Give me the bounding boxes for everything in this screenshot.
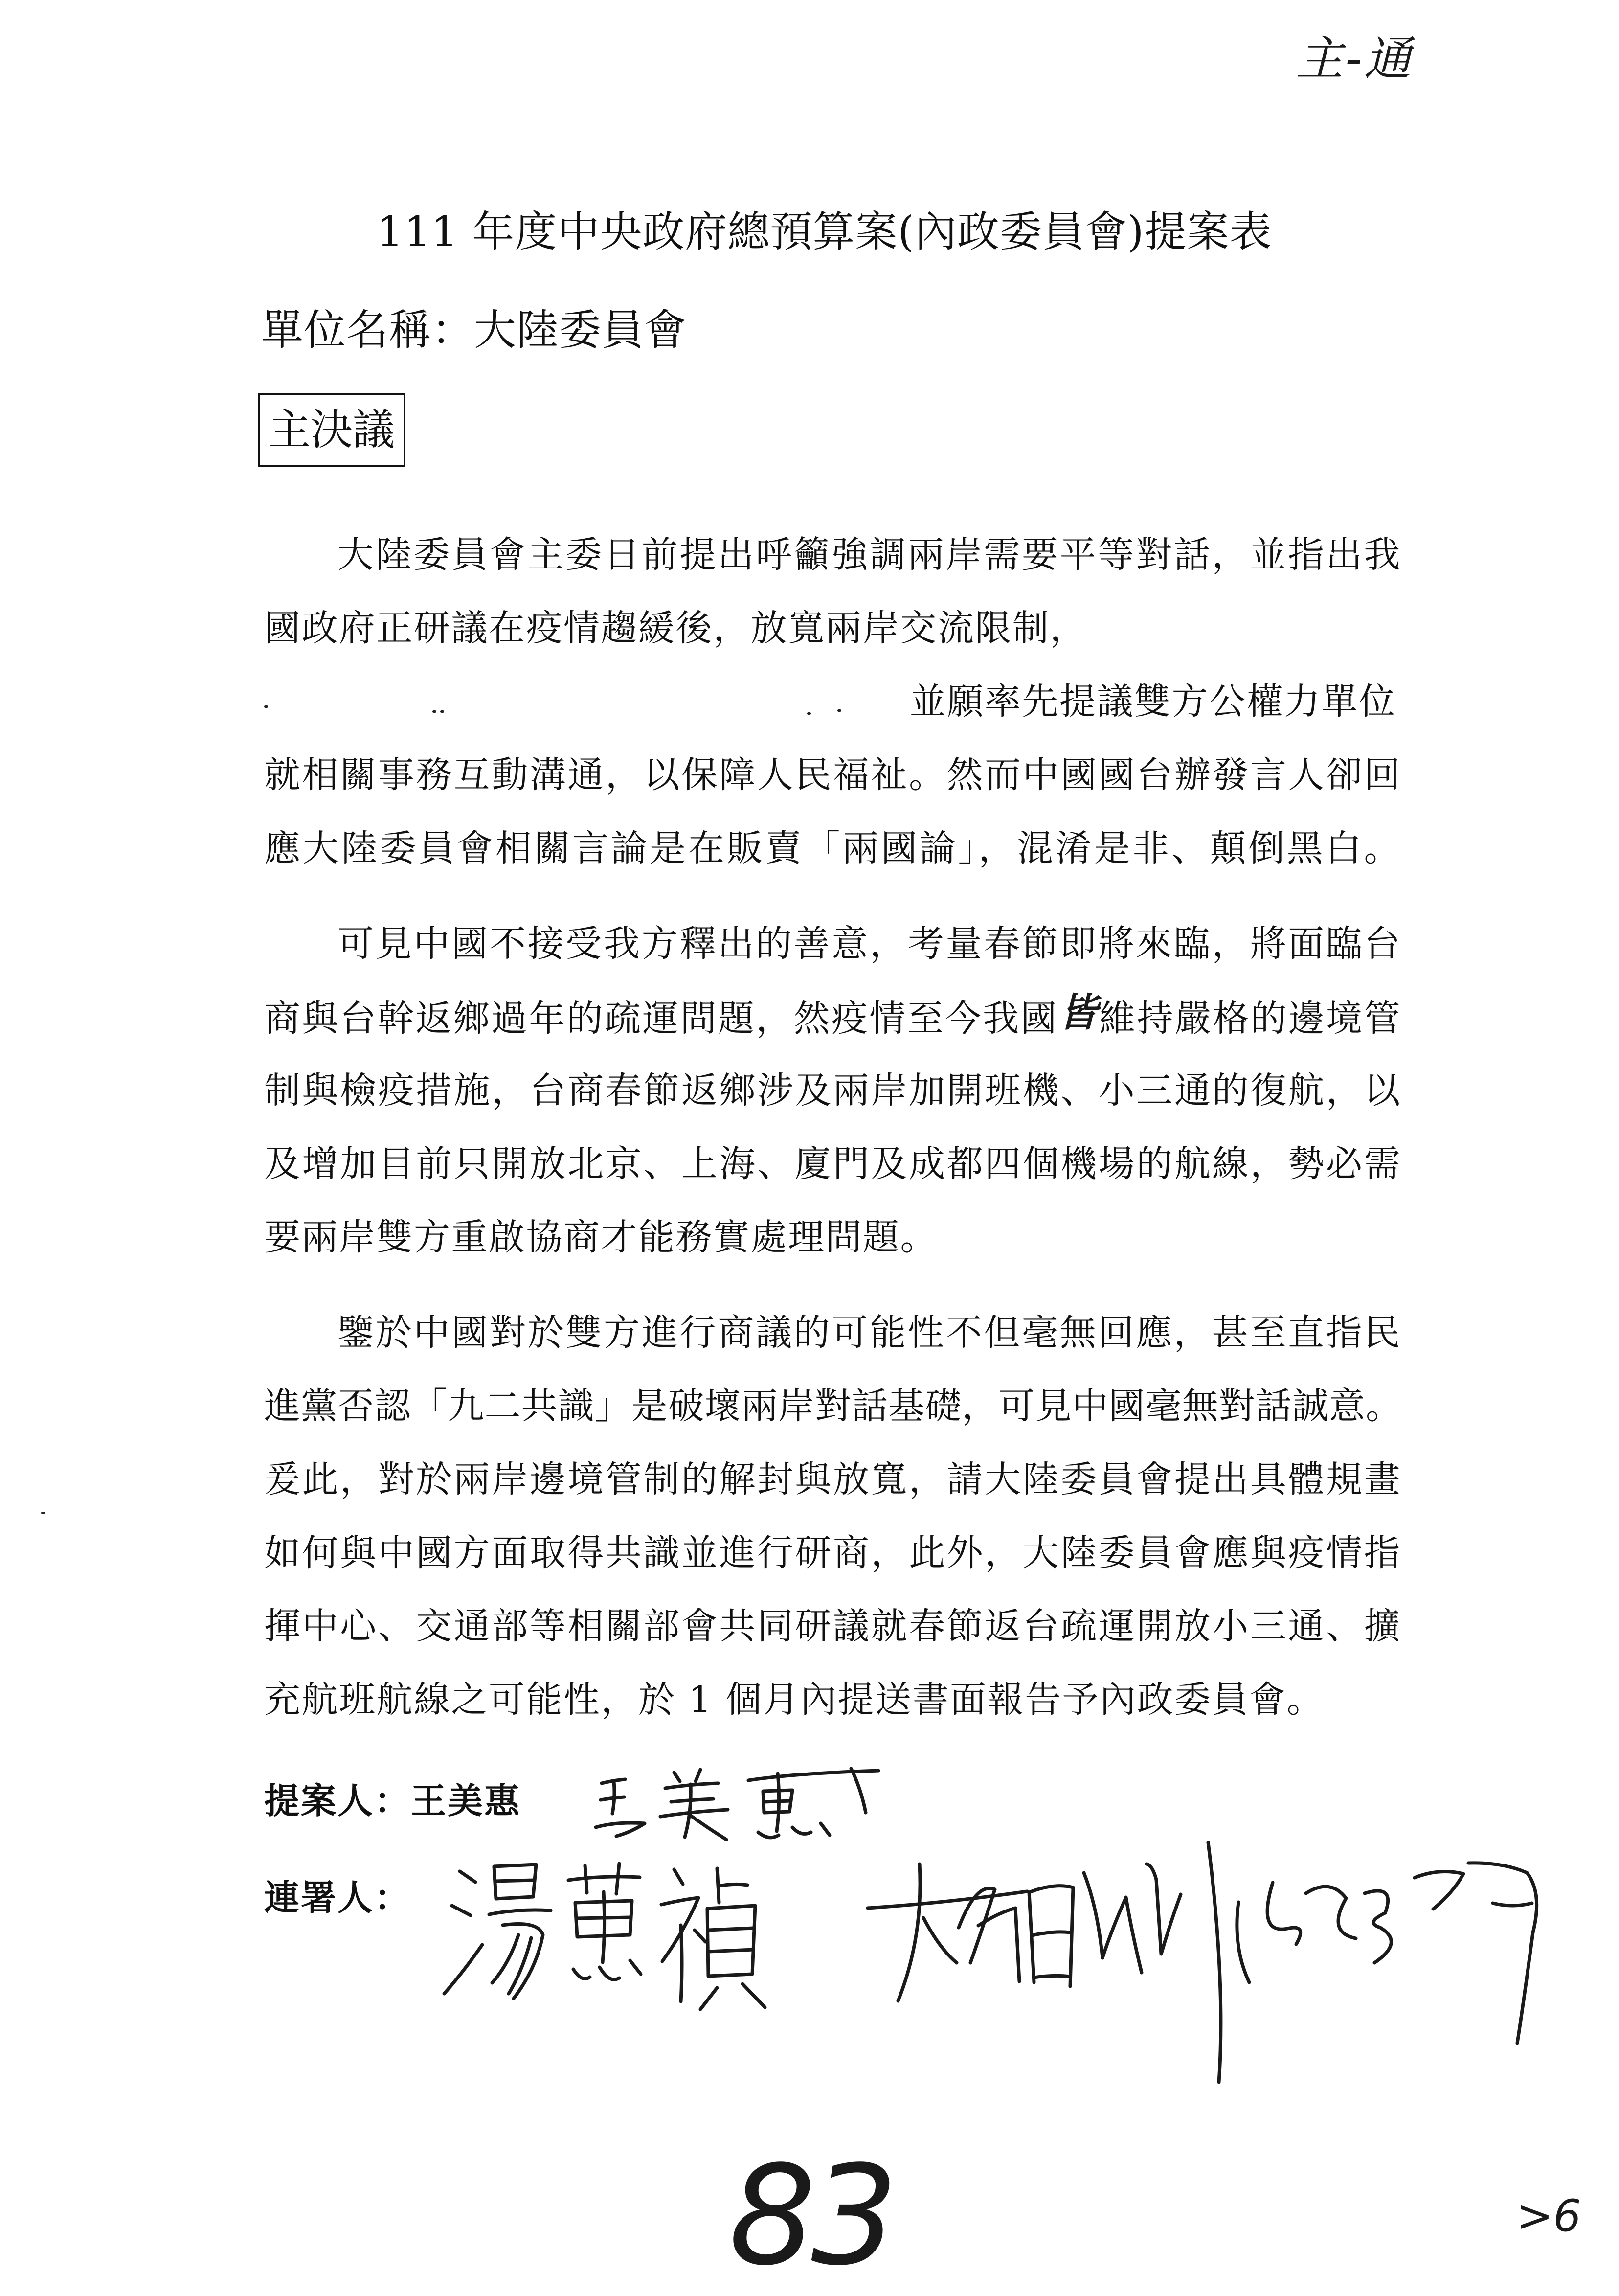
signature-stroke: [707, 1906, 755, 1976]
signature-stroke: [1084, 1873, 1142, 1973]
signature-stroke: [1468, 1863, 1537, 2043]
signature-stroke: [492, 1935, 518, 1983]
text-line: [264, 980, 1401, 1054]
text-line: 鑒於中國對於雙方進行商議的可能性不但毫無回應，甚至直指民: [337, 1312, 1401, 1354]
unit-label: 單位名稱：: [261, 306, 474, 355]
paragraph-1: [264, 518, 1401, 885]
signature-stroke: [758, 1832, 779, 1838]
handwritten-page-number: 83: [729, 2137, 894, 2296]
text-line: 充航班航線之可能性，於 1 個月內提送書面報告予內政委員會。: [264, 1679, 1325, 1721]
handwritten-corner-mark: >6: [1516, 2190, 1581, 2242]
signature-stroke: [509, 1938, 531, 1994]
signature-stroke: [596, 1823, 645, 1836]
signature-stroke: [1034, 1976, 1070, 1978]
scan-speck: [41, 1512, 45, 1514]
text-line: 就相關事務互動溝通，以保障人民福祉。然而中國國台辦發言人卻回: [264, 754, 1401, 796]
signature-stroke: [1306, 1887, 1356, 1938]
signature-stroke: [1147, 1864, 1181, 1954]
text-line: 進黨否認「九二共識」是破壞兩岸對話基礎，可見中國毫無對話誠意。: [264, 1385, 1401, 1427]
text-line: 爰此，對於兩岸邊境管制的解封與放寬，請大陸委員會提出具體規畫: [264, 1458, 1401, 1500]
scan-speck: [807, 712, 811, 715]
signature-stroke: [898, 1864, 920, 2001]
signature-stroke: [696, 1770, 700, 1781]
scan-speck: [432, 710, 436, 713]
paragraph-3: [264, 1296, 1401, 1736]
signature-stroke: [792, 1827, 811, 1834]
document-title: 111 年度中央政府總預算案(內政委員會)提案表: [377, 207, 1272, 256]
scan-speck: [440, 710, 444, 713]
proposal-body: [264, 518, 1401, 1736]
cosigner-label: 連署人：: [264, 1877, 411, 1918]
scan-speck: [264, 705, 268, 708]
signature-stroke: [601, 1797, 624, 1800]
signature-stroke: [444, 1945, 482, 1994]
signature-stroke: [685, 1784, 691, 1837]
signature-stroke: [1032, 1932, 1070, 1935]
signature-stroke: [868, 1891, 1027, 1908]
signature-stroke: [719, 1884, 747, 1886]
proposer-line: [264, 1776, 521, 1825]
text-line: 及增加目前只開放北京、上海、廈門及成都四個機場的航線，勢必需: [264, 1143, 1401, 1185]
signature-stroke: [460, 1871, 475, 1882]
signature-stroke: [851, 1769, 866, 1813]
signature-stroke: [489, 1910, 551, 1914]
signature-stroke: [1267, 1883, 1301, 1944]
cosigner-signature-2: [866, 1835, 1590, 2089]
text-line: 國政府正研議在疫情趨緩後，放寬兩岸交流限制，: [264, 607, 1087, 649]
proposer-label: 提案人：: [264, 1780, 411, 1821]
signature-stroke: [568, 1877, 640, 1880]
signature-stroke: [764, 1801, 790, 1802]
proposer-name: 王美惠: [411, 1780, 521, 1821]
signature-stroke: [708, 1928, 753, 1930]
signature-stroke: [742, 1984, 765, 2007]
signature-stroke: [495, 1880, 534, 1881]
signature-stroke: [1208, 1842, 1221, 2082]
handwritten-corner-note: 主-通: [1296, 31, 1413, 86]
signature-stroke: [1029, 1892, 1034, 1982]
signature-strokes: [444, 1864, 765, 2009]
proposer-signature: [587, 1759, 880, 1844]
signature-stroke: [691, 1816, 726, 1840]
signature-stroke: [600, 1967, 619, 1979]
signature-stroke: [700, 1988, 717, 2009]
signature-stroke: [1365, 1891, 1391, 1963]
text-line: 制與檢疫措施，台商春節返鄉涉及兩岸加開班機、小三通的復航，以: [264, 1069, 1401, 1112]
text-line: 可見中國不接受我方釋出的善意，考量春節即將來臨，將面臨台: [337, 923, 1401, 965]
text-line: 並願率先提議雙方公權力單位: [910, 681, 1396, 723]
signature-stroke: [748, 1771, 878, 1780]
resolution-type-box: 主決議: [258, 393, 405, 467]
cosigner-signature-1: [440, 1852, 773, 2013]
text-segment: 商與台幹返鄉過年的疏運問題，然疫情至今我國: [264, 998, 1058, 1040]
text-line: 揮中心、交通部等相關部會共同研議就春節返台疏運開放小三通、擴: [264, 1605, 1401, 1647]
scan-speck: [837, 709, 841, 712]
text-line: 大陸委員會主委日前提出呼籲強調兩岸需要平等對話，並指出我: [337, 534, 1401, 576]
text-line: 如何與中國方面取得共識並進行研商，此外，大陸委員會應與疫情指: [264, 1532, 1401, 1574]
signature-stroke: [1237, 1902, 1249, 1982]
signature-stroke: [573, 1969, 590, 1979]
signature-stroke: [603, 1892, 605, 1962]
signature-stroke: [452, 1906, 471, 1915]
signature-strokes: [596, 1769, 878, 1840]
text-line: 應大陸委員會相關言論是在販賣「兩國論」，混淆是非、顛倒黑白。: [264, 827, 1401, 869]
signature-stroke: [674, 1869, 683, 1884]
signature-stroke: [681, 1925, 682, 2001]
signature-stroke: [1493, 1903, 1532, 1906]
signature-stroke: [1415, 1872, 1463, 1910]
signature-stroke: [616, 1864, 619, 1894]
text-line: 要兩岸雙方重啟協商才能務實處理問題。: [264, 1216, 938, 1258]
signature-stroke: [674, 1773, 680, 1781]
signature-stroke: [708, 1950, 753, 1952]
signature-strokes: [868, 1842, 1537, 2082]
handwritten-insert: 皆: [1058, 989, 1100, 1035]
paragraph-2: [264, 907, 1401, 1274]
signature-stroke: [821, 1823, 830, 1835]
text-segment: 維持嚴格的邊境管: [1099, 998, 1402, 1040]
signature-stroke: [695, 1930, 705, 1942]
signature-stroke: [923, 1918, 957, 1963]
signature-stroke: [660, 1810, 728, 1817]
unit-line: [261, 301, 687, 360]
unit-name: 大陸委員會: [474, 306, 687, 355]
signature-stroke: [585, 1865, 587, 1893]
signature-stroke: [630, 1960, 641, 1974]
